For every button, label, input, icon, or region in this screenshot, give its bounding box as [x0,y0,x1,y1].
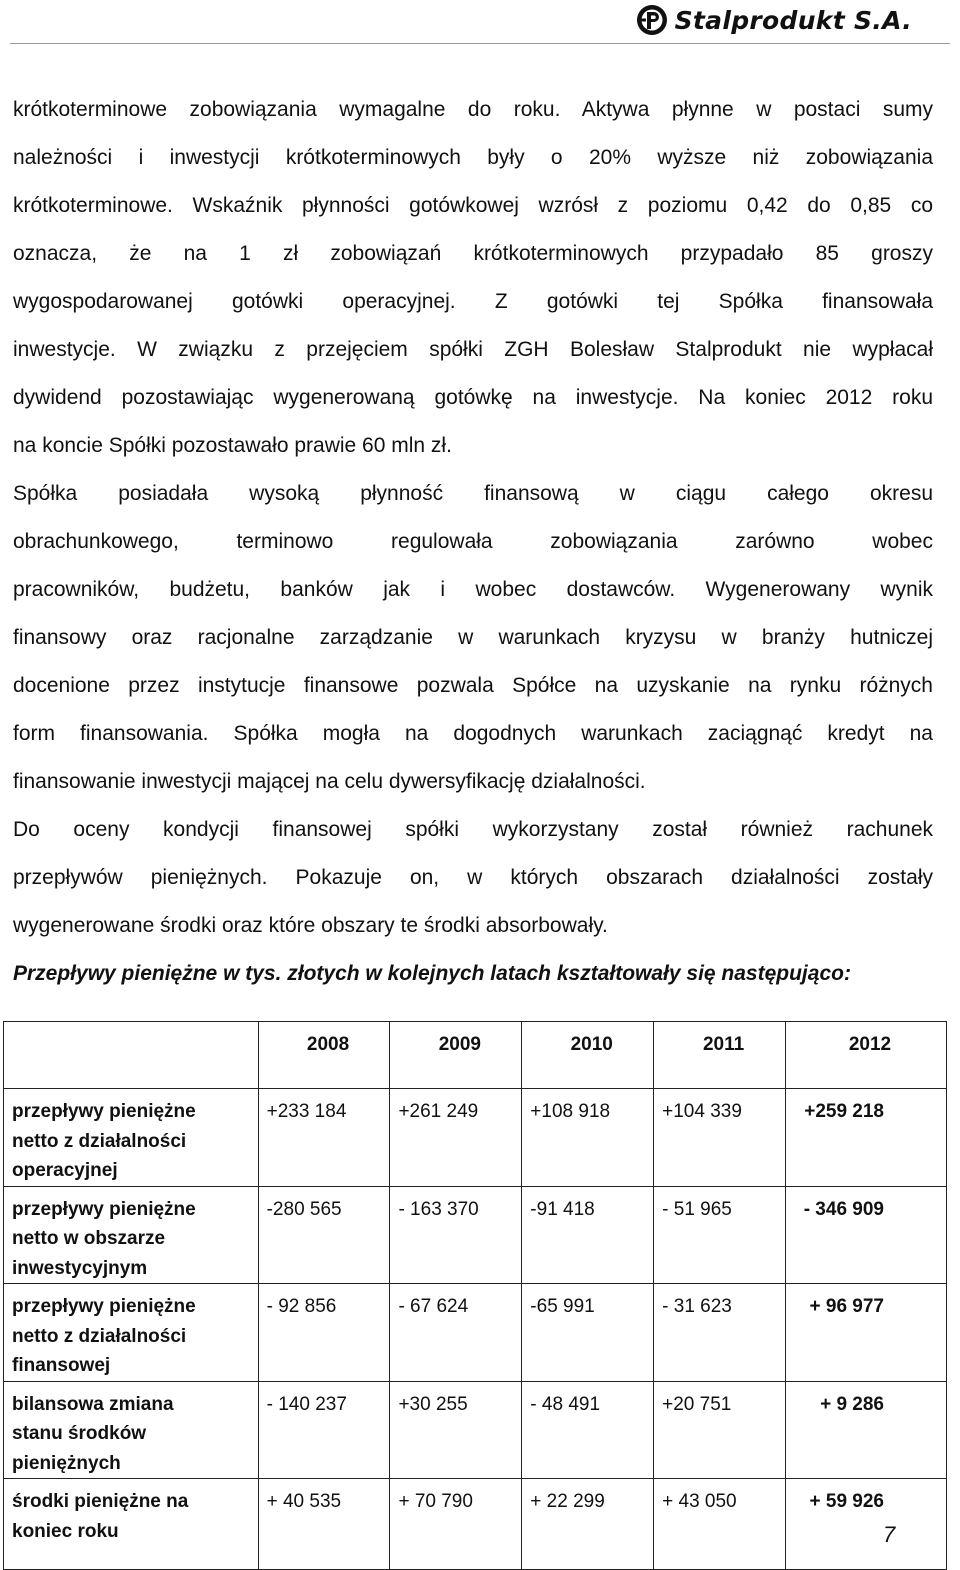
paragraph-line: finansowanie inwestycji mającej na celu dywersyfikację działalności. [13,770,646,793]
table-cell: + 70 790 [390,1479,522,1570]
cash-flow-table [3,1021,947,1570]
paragraph-line: na koncie Spółki pozostawało prawie 60 mln zł. [13,434,452,457]
year-header: 2009 [390,1022,522,1089]
table-cell: -280 565 [258,1186,390,1284]
table-corner-cell [4,1022,259,1089]
paragraph-line: inwestycje. W związku z przejęciem spółki ZGH Bolesław Stalprodukt nie wypłacał [13,338,933,361]
table-cell: +108 918 [522,1089,654,1187]
paragraph-line: Do oceny kondycji finansowej spółki wykorzystany został również rachunek [13,818,933,841]
body-text [13,86,933,998]
year-header: 2012 [785,1022,946,1089]
stalprodukt-logo-icon [635,3,669,37]
year-header: 2008 [258,1022,390,1089]
table-cell: + 22 299 [522,1479,654,1570]
page-header [0,0,960,48]
table-cell: + 40 535 [258,1479,390,1570]
table-row [4,1186,947,1284]
paragraph-line: obrachunkowego, terminowo regulowała zobowiązania zarówno wobec [13,530,933,553]
year-header: 2011 [654,1022,786,1089]
row-label: przepływy pieniężne netto w obszarze inwestycyjnym [4,1186,259,1284]
table-cell: - 48 491 [522,1381,654,1479]
table-cell: - 163 370 [390,1186,522,1284]
table-header-row [4,1022,947,1089]
table-cell: - 67 624 [390,1284,522,1382]
table-cell: + 59 926 [785,1479,946,1570]
page-number: 7 [883,1522,896,1547]
table-cell: +233 184 [258,1089,390,1187]
table-cell: + 9 286 [785,1381,946,1479]
company-logo [635,3,912,37]
paragraph-line: krótkoterminowe. Wskaźnik płynności gotówkowej wzrósł z poziomu 0,42 do 0,85 co [13,194,933,217]
table-heading: Przepływy pieniężne w tys. złotych w kolejnych latach kształtowały się następująco: [13,962,851,985]
logo-text: Stalprodukt S.A. [674,5,912,35]
table-row [4,1284,947,1382]
table-cell: -65 991 [522,1284,654,1382]
row-label: środki pieniężne na koniec roku [4,1479,259,1570]
paragraph-line: Spółka posiadała wysoką płynność finansową w ciągu całego okresu [13,482,933,505]
paragraph-line: wygospodarowanej gotówki operacyjnej. Z gotówki tej Spółka finansowała [13,290,933,313]
paragraph-line: dywidend pozostawiając wygenerowaną gotówkę na inwestycje. Na koniec 2012 roku [13,386,933,409]
row-label: przepływy pieniężne netto z działalności operacyjnej [4,1089,259,1187]
table-cell: + 43 050 [654,1479,786,1570]
paragraph-line: docenione przez instytucje finansowe pozwala Spółce na uzyskanie na rynku różnych [13,674,933,697]
row-label: przepływy pieniężne netto z działalności finansowej [4,1284,259,1382]
header-divider [10,43,950,44]
paragraph-line: krótkoterminowe zobowiązania wymagalne do roku. Aktywa płynne w postaci sumy [13,98,933,121]
table-cell: +259 218 [785,1089,946,1187]
table-row [4,1089,947,1187]
table-cell: - 346 909 [785,1186,946,1284]
table-cell: - 31 623 [654,1284,786,1382]
table-cell: +261 249 [390,1089,522,1187]
paragraph-line: należności i inwestycji krótkoterminowych były o 20% wyższe niż zobowiązania [13,146,933,169]
year-header: 2010 [522,1022,654,1089]
row-label: bilansowa zmiana stanu środków pieniężnych [4,1381,259,1479]
paragraph-line: wygenerowane środki oraz które obszary te środki absorbowały. [13,914,608,937]
paragraph-line: oznacza, że na 1 zł zobowiązań krótkoterminowych przypadało 85 groszy [13,242,933,265]
table-cell: - 51 965 [654,1186,786,1284]
paragraph-line: pracowników, budżetu, banków jak i wobec dostawców. Wygenerowany wynik [13,578,933,601]
table-row [4,1479,947,1570]
table-cell: +20 751 [654,1381,786,1479]
table-cell: - 140 237 [258,1381,390,1479]
paragraph-line: finansowy oraz racjonalne zarządzanie w warunkach kryzysu w branży hutniczej [13,626,933,649]
table-cell: +104 339 [654,1089,786,1187]
table-cell: +30 255 [390,1381,522,1479]
table-cell: - 92 856 [258,1284,390,1382]
table-cell: + 96 977 [785,1284,946,1382]
paragraph-line: form finansowania. Spółka mogła na dogodnych warunkach zaciągnąć kredyt na [13,722,933,745]
paragraph-line: przepływów pieniężnych. Pokazuje on, w których obszarach działalności zostały [13,866,933,889]
table-row [4,1381,947,1479]
table-cell: -91 418 [522,1186,654,1284]
